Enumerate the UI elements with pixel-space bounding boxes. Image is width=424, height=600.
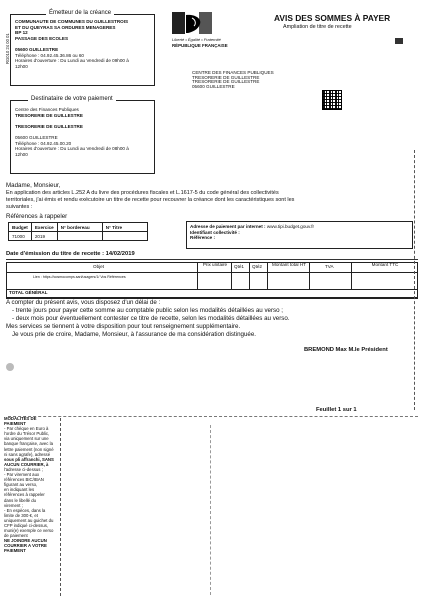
items-header-ttc: Montant TTC xyxy=(371,262,399,267)
ref-header-titre: N° Titre xyxy=(102,223,147,232)
page-title: AVIS DES SOMMES À PAYER xyxy=(274,13,391,23)
scan-artifact xyxy=(414,150,415,410)
emission-line xyxy=(6,251,135,258)
recipient-legend: Destinataire de votre paiement xyxy=(28,96,116,103)
issuer-legend: Émetteur de la créance xyxy=(46,10,114,17)
modality-line: NE JOINDRE AUCUN xyxy=(4,538,47,544)
republic-motto: Liberté • Égalité • Fraternité xyxy=(172,37,221,42)
modality-line: limite de 300 €, et xyxy=(4,512,38,518)
recipient-line: TRESORERIE DE GUILLESTRE xyxy=(15,123,83,129)
recipient-line: 12h00 xyxy=(15,151,28,157)
issuer-line: ET DU QUEYRAS SA ORDURES MENAGERES xyxy=(15,24,116,30)
emission-date: 14/02/2019 xyxy=(105,251,135,257)
modality-line: lettre paiement (non signé xyxy=(4,446,54,452)
emission-rule xyxy=(6,259,418,260)
issuer-line: BP 12 xyxy=(15,30,28,36)
recipient-line: Horaires d'ouverture : Du Lundi au Vendredi de 08h00 à xyxy=(15,146,129,152)
punch-hole-mark xyxy=(6,363,14,371)
scan-artifact xyxy=(60,418,61,596)
center-address xyxy=(192,70,274,89)
scan-artifact xyxy=(210,425,211,595)
center-line: TRESORERIE DE GUILLESTRE xyxy=(192,74,260,80)
table-row xyxy=(9,223,148,232)
ref-value-titre xyxy=(102,232,147,241)
total-label: TOTAL GÉNÉRAL xyxy=(9,290,48,295)
ref-value-exercice: 2019 xyxy=(31,232,57,241)
notice-line: A compter du présent avis, vous disposez d'un délai de : xyxy=(6,299,161,306)
ref-header-exercice: Exercice xyxy=(31,223,57,232)
qr-code xyxy=(322,90,342,110)
republic-name: RÉPUBLIQUE FRANÇAISE xyxy=(172,43,228,48)
issuer-line: COMMUNAUTE DE COMMUNES DU GUILLESTROIS xyxy=(15,19,129,24)
ref-header-bordereau: N° bordereau xyxy=(57,223,102,232)
total-row xyxy=(6,289,418,299)
modality-line: - Par chèque en Euro à xyxy=(4,426,49,432)
notice-line: Je vous prie de croire, Madame, Monsieur, à l'assurance de ma considération distinguée. xyxy=(12,331,256,338)
items-table xyxy=(6,262,418,290)
col-divider xyxy=(351,263,352,289)
modality-line: de paiement xyxy=(4,533,28,539)
tear-line xyxy=(8,416,418,417)
col-divider xyxy=(249,263,250,289)
modality-line: via uniquement sur une xyxy=(4,436,49,442)
page-subtitle: Ampliation de titre de recette xyxy=(283,24,352,30)
payment-reference-label: Référence : xyxy=(190,235,216,241)
modality-line: uniquement au guichet du xyxy=(4,517,54,523)
ref-header-budget: Budget xyxy=(9,223,32,232)
modality-line: références à rappeler xyxy=(4,492,45,498)
items-header-qte1: Qté1 xyxy=(234,264,244,269)
signature: BREMOND Max M.le Président xyxy=(304,347,388,353)
issuer-lines xyxy=(15,19,129,69)
notice-line: Mes services se tiennent à votre disposition pour tout renseignement supplémentaire. xyxy=(6,323,241,330)
modality-line: virement ; xyxy=(4,502,23,508)
recipient-line: TRESORERIE DE GUILLESTRE xyxy=(15,112,83,118)
modality-line: en indiquant les xyxy=(4,487,35,493)
modality-line: - En espèces, dans la xyxy=(4,507,46,513)
col-divider xyxy=(197,263,198,289)
items-header-ht: Montant total HT xyxy=(272,262,306,267)
modality-line: l'ordre du Trésor Public, xyxy=(4,431,50,437)
payment-modalities xyxy=(4,416,59,554)
modality-line: figurant au verso, xyxy=(4,482,38,488)
col-divider xyxy=(309,263,310,289)
issuer-line: Téléphone : 04.92.45.36.86 ou 60 xyxy=(15,52,84,58)
emission-label: Date d'émission du titre de recette : xyxy=(6,251,105,257)
payment-details xyxy=(190,224,314,241)
items-row-object: Lien : https://cosmocomps.sari/usagers/1/ Vos Références xyxy=(33,275,126,279)
issuer-side-code: RG010 24 00 01 xyxy=(5,33,10,64)
items-header-objet: Objet xyxy=(93,264,104,269)
table-row xyxy=(9,232,148,241)
corner-code-block xyxy=(395,38,403,44)
payment-address-label: Adresse de paiement par internet : xyxy=(190,224,266,229)
modality-line: CFP indiqué ci-dessus, xyxy=(4,522,49,528)
modality-line: PAIEMENT xyxy=(4,548,26,554)
references-heading: Références à rappeler xyxy=(6,213,68,220)
modality-line: AUCUN COURRIER, à xyxy=(4,461,49,467)
recipient-lines xyxy=(15,107,129,157)
greeting: Madame, Monsieur, xyxy=(6,182,61,189)
modalities-title: MODALITÉS DE PAIEMENT xyxy=(4,416,37,427)
modality-line: dans le libellé du xyxy=(4,497,37,503)
modality-line: références BIC/IBAN xyxy=(4,477,44,483)
page-counter: Feuillet 1 sur 1 xyxy=(316,407,357,413)
issuer-line: 05600 GUILLESTRE xyxy=(15,46,59,52)
issuer-line: 12h00 xyxy=(15,63,28,69)
recipient-line: 05600 GUILLESTRE xyxy=(15,134,58,140)
col-divider xyxy=(267,263,268,289)
center-line: 05600 GUILLESTRE xyxy=(192,83,235,89)
notice-line: - trente jours pour payer cette somme au comptable public selon les modalités détaillées au verso ; xyxy=(12,307,284,314)
modality-line: banque française, avec la xyxy=(4,441,53,447)
modality-line: COURRIER A VOTRE xyxy=(4,543,47,549)
modality-line: l'adresse ci-dessus ; xyxy=(4,466,43,472)
recipient-line: Centre des Finances Publiques xyxy=(15,107,79,112)
notice-line: - deux mois pour éventuellement contester ce titre de recette, selon les modalités détaillées au verso. xyxy=(12,315,290,322)
issuer-line: PASSAGE DES ECOLES xyxy=(15,35,69,41)
recipient-line: Téléphone : 04.92.45.00.20 xyxy=(15,140,72,146)
intro-line: suivantes : xyxy=(6,204,33,210)
modality-line: sous pli affranchi, SANS xyxy=(4,456,54,462)
items-header-qte2: Qté2 xyxy=(252,264,262,269)
center-line: TRESORERIE DE GUILLESTRE xyxy=(192,79,260,85)
ref-value-bordereau xyxy=(57,232,102,241)
ref-value-budget: 71000 xyxy=(9,232,32,241)
marianne-logo xyxy=(172,12,212,34)
payment-identifier-label: Identifiant collectivité : xyxy=(190,229,240,235)
items-header-prix: Prix unitaire xyxy=(202,262,228,267)
payment-address-link[interactable]: www.tipi.budget.gouv.fr xyxy=(266,224,315,229)
modality-line: muni(e) exemple ce verso xyxy=(4,528,54,534)
items-header-rule xyxy=(7,272,417,273)
modality-line: - Par virement aux xyxy=(4,472,40,478)
items-header-tva: TVA xyxy=(325,264,334,269)
references-table xyxy=(8,222,148,241)
center-line: CENTRE DES FINANCES PUBLIQUES xyxy=(192,70,274,75)
intro-line: territoriales, j'ai émis et rendu exécutoire un titre de recette pour recouvrer la créance dont les caractéristiques sont les xyxy=(6,197,295,203)
modality-line: ni sans agrafe), adressé xyxy=(4,451,51,457)
intro-line: En application des articles L.252 A du livre des procédures fiscales et L.1617-5 du code général des collectivités xyxy=(6,190,279,196)
issuer-line: Horaires d'ouverture : Du Lundi au Vendredi de 09h00 à xyxy=(15,58,129,64)
col-divider xyxy=(231,263,232,289)
